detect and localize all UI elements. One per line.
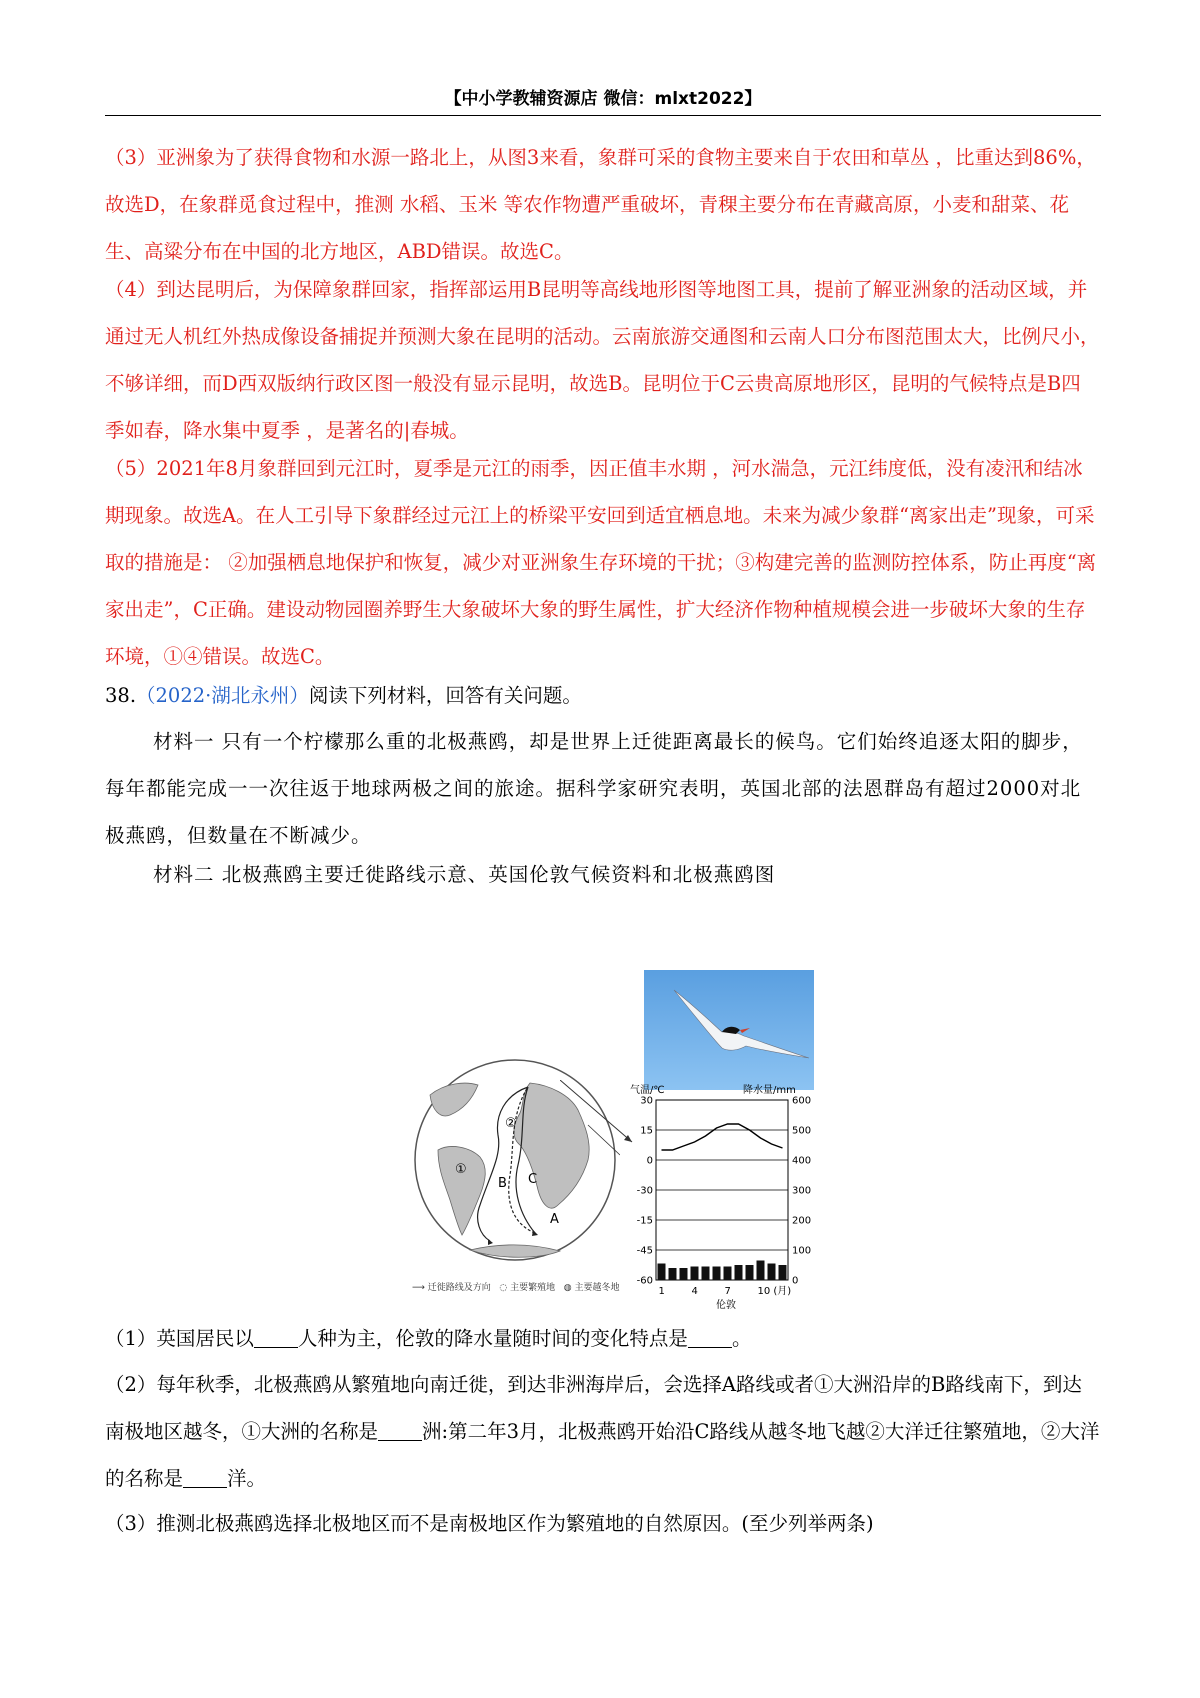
arctic-tern-photo <box>644 970 814 1090</box>
map-legend <box>412 1280 619 1293</box>
precipitation-bar <box>757 1261 765 1281</box>
right-tick-label: 300 <box>792 1185 812 1197</box>
page-header: 【中小学教辅资源店 微信：mlxt2022】 <box>444 89 762 109</box>
x-tick-label: 4 <box>691 1286 698 1297</box>
left-tick-label: -15 <box>636 1215 653 1227</box>
right-tick-label: 200 <box>792 1215 812 1227</box>
precipitation-bar <box>724 1267 732 1281</box>
left-ticks <box>637 1096 653 1287</box>
left-axis-label: 气温/℃ <box>630 1085 665 1096</box>
header-divider <box>105 115 1101 116</box>
question-38-title <box>105 672 1100 719</box>
temperature-curve <box>662 1124 783 1150</box>
precipitation-bar <box>713 1267 721 1281</box>
left-tick-label: 30 <box>640 1095 653 1107</box>
precipitation-bar <box>746 1265 754 1280</box>
answer-4: （4）到达昆明后，为保障象群回家，指挥部运用B昆明等高线地形图等地图工具，提前了解亚洲象的活动区域，并通过无人机红外热成像设备捕捉并预测大象在昆明的活动。云南旅游交通图和云南人口分布图范围太大，比例尺小，不够详细，而D西双版纳行政区图一般没有显示昆明，故选B。昆明位于C云贵高原地形区，昆明的气候特点是B四季如春，降水集中夏季 ，是著名的|春城。 <box>105 278 1100 442</box>
route-label-a: A <box>550 1212 559 1227</box>
material-2: 材料二 北极燕鸥主要迁徙路线示意、英国伦敦气候资料和北极燕鸥图 <box>153 863 776 886</box>
precipitation-bar <box>680 1268 688 1280</box>
answer-3: （3）亚洲象为了获得食物和水源一路北上，从图3来看，象群可采的食物主要来自于农田和草丛 ，比重达到86%，故选D，在象群觅食过程中，推测 水稻、玉米 等农作物遭严重破坏，青稞主要分布在青藏高原，小麦和甜菜、花生、高粱分布在中国的北方地区，ABD错误。故选C。 <box>105 146 1096 263</box>
chart-title: 伦敦 <box>716 1300 736 1311</box>
question-stem: 阅读下列材料，回答有关问题。 <box>308 684 582 707</box>
question-3: （3）推测北极燕鸥选择北极地区而不是南极地区作为繁殖地的自然原因。(至少列举两条) <box>105 1512 874 1535</box>
left-tick-label: -45 <box>636 1245 653 1257</box>
question-number: 38. <box>105 684 137 707</box>
legend-route: 迁徙路线及方向 <box>427 1283 491 1293</box>
right-tick-label: 600 <box>792 1095 812 1107</box>
right-tick-label: 500 <box>792 1125 812 1137</box>
precipitation-bar <box>691 1267 699 1281</box>
map-label-ocean: ② <box>505 1116 517 1131</box>
breeding-legend-icon: ◌ <box>499 1283 508 1293</box>
x-ticks <box>659 1285 792 1297</box>
question-1: （1）英国居民以 人种为主，伦敦的降水量随时间的变化特点是 。 <box>105 1327 752 1350</box>
chart-grid <box>656 1100 788 1280</box>
precipitation-bar <box>702 1267 710 1281</box>
route-label-b: B <box>498 1176 507 1191</box>
left-tick-label: -60 <box>636 1275 653 1287</box>
right-tick-label: 400 <box>792 1155 812 1167</box>
precipitation-bar <box>779 1265 787 1280</box>
question-source[interactable]: （2022·湖北永州） <box>136 684 309 707</box>
left-tick-label: -30 <box>636 1185 653 1197</box>
answer-blank-precipitation[interactable] <box>688 1328 732 1349</box>
precipitation-bar <box>735 1265 743 1280</box>
right-tick-label: 100 <box>792 1245 812 1257</box>
answer-5: （5）2021年8月象群回到元江时，夏季是元江的雨季，因正值丰水期 ，河水湍急，元江纬度低，没有凌汛和结冰期现象。故选A。在人工引导下象群经过元江上的桥梁平安回到适宜栖息地。未来为减少象群“离家出走”现象，可采取的措施是： ②加强栖息地保护和恢复，减少对亚洲象生存环境的干扰；③构建完善的监测防控体系，防止再度“离家出走”，C正确。建设动物园圈养野生大象破坏大象的野生属性，扩大经济作物种植规模会进一步破坏大象的生存环境，①④错误。故选C。 <box>105 457 1097 668</box>
material-1: 材料一 只有一个柠檬那么重的北极燕鸥，却是世界上迁徙距离最长的候鸟。它们始终追逐太阳的脚步，每年都能完成一一次往返于地球两极之间的旅途。据科学家研究表明，英国北部的法恩群岛有超过2000对北极燕鸥，但数量在不断减少。 <box>105 730 1083 847</box>
x-tick-label: 7 <box>724 1286 731 1297</box>
x-tick-label: 1 <box>658 1286 665 1297</box>
wintering-legend-icon: ◍ <box>563 1283 572 1293</box>
london-climate-chart <box>628 1082 828 1314</box>
precipitation-bars <box>658 1261 787 1281</box>
question-2: （2）每年秋季，北极燕鸥从繁殖地向南迁徙，到达非洲海岸后，会选择A路线或者①大洲沿岸的B路线南下，到达南极地区越冬，①大洲的名称是 洲:第二年3月，北极燕鸥开始沿C路线从越冬地飞越②大洋迁往繁殖地，②大洋的名称是 洋。 <box>105 1373 1100 1490</box>
answer-blank-race[interactable] <box>254 1328 298 1349</box>
right-tick-label: 0 <box>792 1275 799 1287</box>
map-label-continent: ① <box>455 1162 467 1177</box>
answer-blank-ocean[interactable] <box>183 1468 227 1489</box>
route-label-c: C <box>528 1172 538 1187</box>
legend-wintering: 主要越冬地 <box>574 1283 620 1293</box>
right-ticks <box>792 1096 811 1287</box>
precipitation-bar <box>669 1268 677 1280</box>
answer-blank-continent[interactable] <box>378 1421 422 1442</box>
legend-breeding: 主要繁殖地 <box>510 1283 556 1293</box>
left-tick-label: 15 <box>640 1125 653 1137</box>
precipitation-bar <box>658 1264 666 1281</box>
x-tick-label: 10 (月) <box>757 1286 792 1297</box>
route-legend-icon: ⟶ <box>412 1283 425 1293</box>
precipitation-bar <box>768 1264 776 1281</box>
left-tick-label: 0 <box>646 1155 653 1167</box>
right-axis-label: 降水量/mm <box>743 1085 796 1096</box>
